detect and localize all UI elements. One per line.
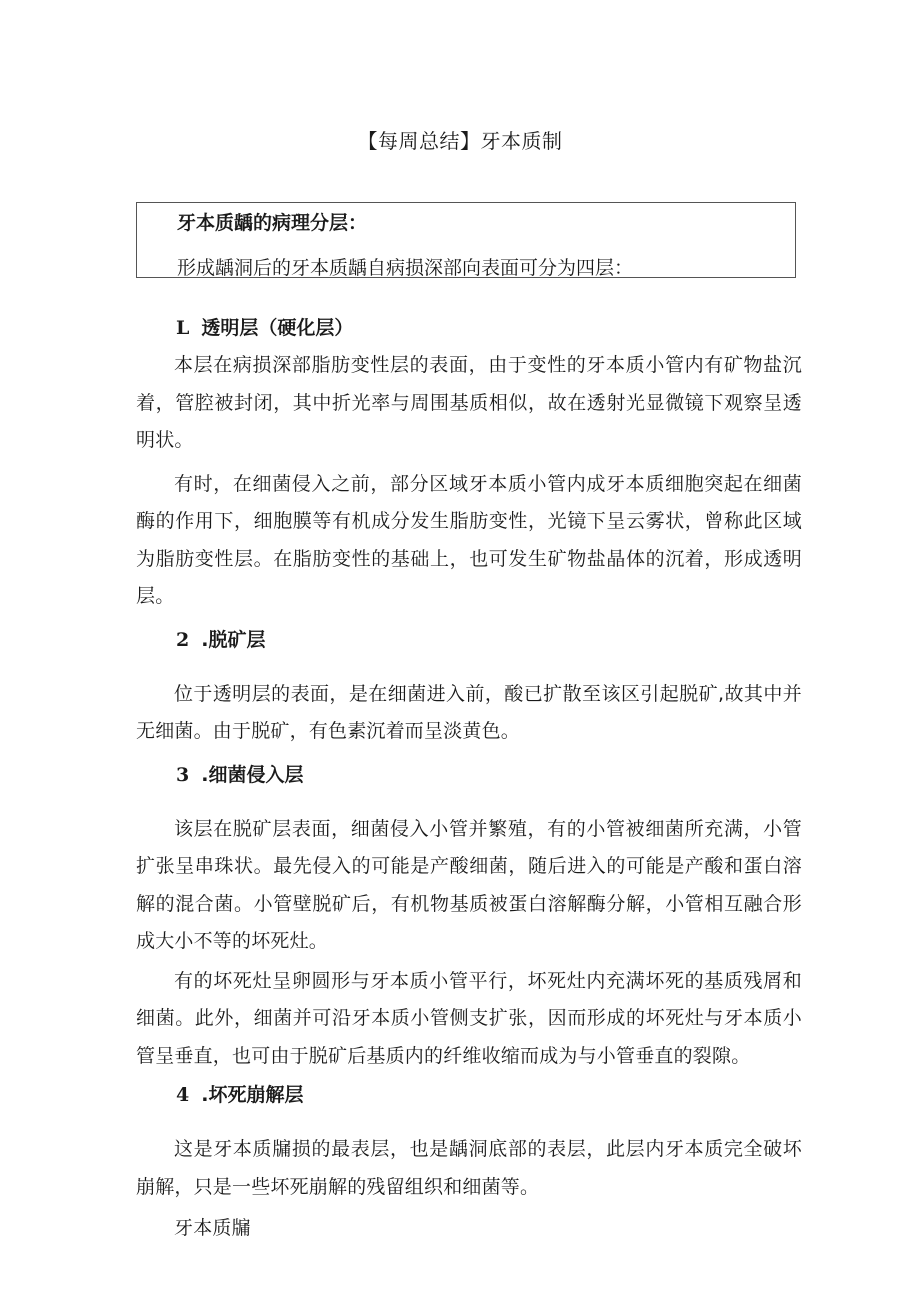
paragraph: 有时，在细菌侵入之前，部分区域牙本质小管内成牙本质细胞突起在细菌酶的作用下，细胞膜等有机成分发生脂肪变性，光镜下呈云雾状，曾称此区域为脂肪变性层。在脂肪变性的基础上，也可发生矿物盐晶体的沉着，形成透明层。 xyxy=(136,472,802,607)
section-title: 透明层（硬化层） xyxy=(201,317,354,339)
section-title: .坏死崩解层 xyxy=(201,1084,304,1106)
section-number: 4 xyxy=(176,1084,190,1106)
section-heading xyxy=(136,626,802,654)
paragraph: 该层在脱矿层表面，细菌侵入小管并繁殖，有的小管被细菌所充满，小管扩张呈串珠状。最先侵入的可能是产酸细菌，随后进入的可能是产酸和蛋白溶解的混合菌。小管壁脱矿后，有机物基质被蛋白溶解酶分解，小管相互融合形成大小不等的坏死灶。 xyxy=(136,817,802,952)
section-heading xyxy=(136,761,802,789)
section-necrotic-layer xyxy=(136,1081,802,1248)
section-title: .脱矿层 xyxy=(201,628,266,651)
paragraph: 本层在病损深部脂肪变性层的表面，由于变性的牙本质小管内有矿物盐沉着，管腔被封闭，其中折光率与周围基质相似，故在透射光显微镜下观察呈透明状。 xyxy=(136,354,802,451)
intro-text: 形成龋洞后的牙本质龋自病损深部向表面可分为四层： xyxy=(177,257,634,279)
paragraph: 有的坏死灶呈卵圆形与牙本质小管平行，坏死灶内充满坏死的基质残屑和细菌。此外，细菌并可沿牙本质小管侧支扩张，因而形成的坏死灶与牙本质小管呈垂直，也可由于脱矿后基质内的纤维收缩而成为与小管垂直的裂隙。 xyxy=(136,969,802,1067)
section-bacterial-invasion-layer xyxy=(136,761,802,1076)
section-heading xyxy=(136,314,802,342)
section-title: .细菌侵入层 xyxy=(201,763,304,786)
paragraph: 这是牙本质牖损的最表层，也是龋洞底部的表层，此层内牙本质完全破坏崩解，只是一些坏死崩解的残留组织和细菌等。 xyxy=(136,1138,802,1198)
section-demineralized-layer xyxy=(136,626,802,751)
section-number: L xyxy=(176,317,190,339)
section-number: 3 xyxy=(176,763,190,786)
intro-heading: 牙本质龋的病理分层： xyxy=(177,212,368,234)
section-number: 2 xyxy=(176,628,190,651)
section-transparent-layer xyxy=(136,314,802,616)
paragraph: 牙本质牖 xyxy=(174,1217,251,1239)
section-heading xyxy=(136,1081,802,1109)
intro-box xyxy=(136,202,796,278)
document-title: 【每周总结】牙本质制 xyxy=(357,129,563,153)
document-body xyxy=(136,314,802,1248)
paragraph: 位于透明层的表面，是在细菌进入前，酸已扩散至该区引起脱矿,故其中并无细菌。由于脱矿，有色素沉着而呈淡黄色。 xyxy=(136,682,802,742)
